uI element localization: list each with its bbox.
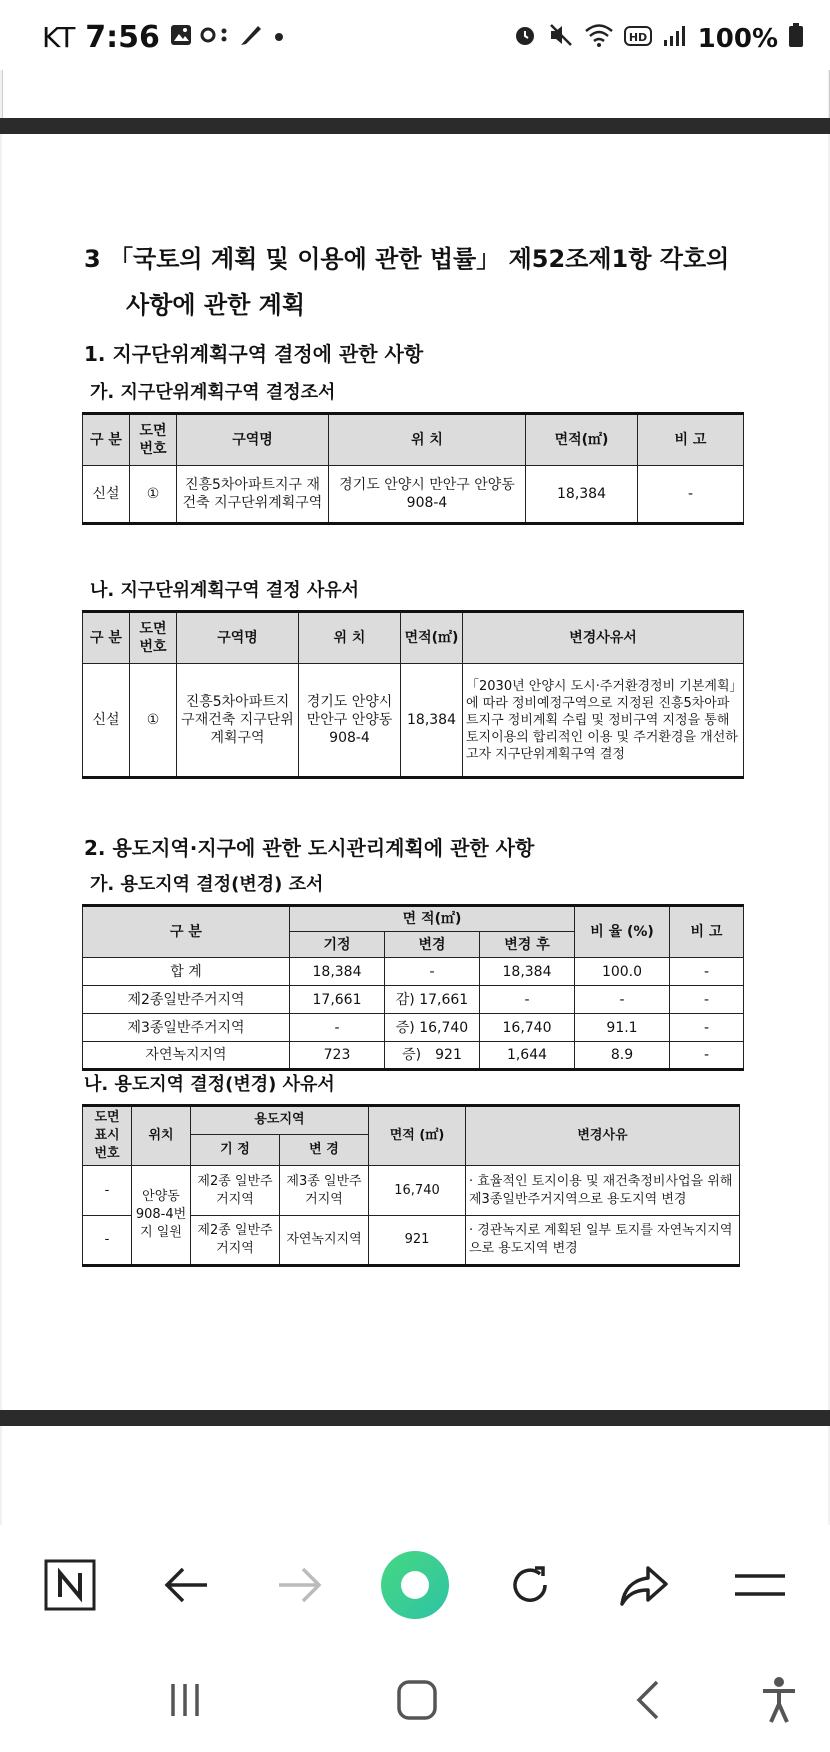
table-row: [83, 1042, 744, 1070]
cell: 1,644: [480, 1042, 575, 1070]
cell: -: [83, 1166, 132, 1216]
home-button[interactable]: [392, 1675, 442, 1725]
th-note: 비 고: [670, 906, 744, 958]
menu-button[interactable]: [730, 1555, 790, 1615]
page-divider: [0, 1410, 830, 1426]
section-title-line1: 3 「국토의 계획 및 이용에 관한 법률」 제52조제1항 각호의: [84, 245, 730, 273]
th-map-no: 도면 표시 번호: [83, 1106, 132, 1166]
refresh-button[interactable]: [500, 1555, 560, 1615]
browser-toolbar: [0, 1525, 830, 1645]
table-row: [83, 466, 744, 524]
cell: 18,384: [401, 664, 463, 778]
cell: 제2종 일반주거지역: [191, 1216, 280, 1266]
back-button[interactable]: [156, 1555, 216, 1615]
cell: -: [385, 958, 480, 986]
page-divider: [0, 118, 830, 134]
cell-reason: · 효율적인 토지이용 및 재건축정비사업을 위해 제3종일반주거지역으로 용도지역 변경: [466, 1166, 740, 1216]
section-title-line2: 사항에 관한 계획: [126, 291, 305, 319]
cell: 자연녹지지역: [280, 1216, 369, 1266]
mute-icon: [548, 22, 574, 55]
cell: 16,740: [369, 1166, 466, 1216]
cell: -: [83, 1216, 132, 1266]
cell: -: [670, 958, 744, 986]
zone-reason-table: [82, 610, 744, 779]
cell: -: [290, 1014, 385, 1042]
th-location: 위 치: [329, 414, 526, 466]
part1-heading: 1. 지구단위계획구역 결정에 관한 사항: [84, 342, 424, 366]
cell: 경기도 안양시 만안구 안양동 908-4: [329, 466, 526, 524]
gallery-icon: [170, 24, 192, 52]
th-change: 변경: [385, 932, 480, 958]
th-location: 위치: [132, 1106, 191, 1166]
feather-icon: [238, 22, 264, 54]
th-gubun: 구 분: [83, 612, 130, 664]
cell: 제3종 일반주거지역: [280, 1166, 369, 1216]
cell-location: 안양동 908-4번지 일원: [132, 1166, 191, 1266]
th-existing: 기정: [290, 932, 385, 958]
cell: 16,740: [480, 1014, 575, 1042]
cell: 진흥5차아파트지구 재건축 지구단위계획구역: [177, 466, 329, 524]
cell: 증) 16,740: [385, 1014, 480, 1042]
use-zone-table: [82, 904, 744, 1071]
carrier-label: KT: [42, 21, 76, 54]
th-reason: 변경사유: [466, 1106, 740, 1166]
th-existing: 기 정: [191, 1134, 280, 1165]
th-change: 변 경: [280, 1134, 369, 1165]
th-gubun: 구 분: [83, 414, 130, 466]
cell: -: [670, 1014, 744, 1042]
cell: 100.0: [575, 958, 670, 986]
cell-reason: 「2030년 안양시 도시·주거환경정비 기본계획」에 따라 정비예정구역으로 지정된 진흥5차아파트지구 정비계획 수립 및 정비구역 지정을 통해 토지이용의 합리적인 이용 및 주거환경을 개선하고자 지구단위계획구역 결정: [463, 664, 744, 778]
cell: 91.1: [575, 1014, 670, 1042]
th-location: 위 치: [299, 612, 401, 664]
table-row: [83, 1166, 740, 1216]
cell: 18,384: [480, 958, 575, 986]
th-area: 면적(㎡): [401, 612, 463, 664]
th-after: 변경 후: [480, 932, 575, 958]
part2-heading: 2. 용도지역·지구에 관한 도시관리계획에 관한 사항: [84, 836, 535, 860]
th-ratio: 비 율 (%): [575, 906, 670, 958]
system-back-button[interactable]: [624, 1675, 674, 1725]
cell: -: [638, 466, 744, 524]
th-map-no: 도면 번호: [130, 414, 177, 466]
cell-reason: · 경관녹지로 계획된 일부 토지를 자연녹지지역으로 용도지역 변경: [466, 1216, 740, 1266]
system-nav-bar: [0, 1645, 830, 1752]
table-row: [83, 1014, 744, 1042]
section-title: [84, 236, 729, 328]
dot-icon: [272, 25, 286, 50]
part1-table-a-heading: 가. 지구단위계획구역 결정조서: [90, 382, 336, 403]
part2-table-b-heading: 나. 용도지역 결정(변경) 사유서: [84, 1074, 335, 1095]
th-reason: 변경사유서: [463, 612, 744, 664]
th-zone-name: 구역명: [177, 612, 299, 664]
battery-percent: 100%: [697, 23, 778, 54]
th-area: 면적(㎡): [526, 414, 638, 466]
th-area: 면적 (㎡): [369, 1106, 466, 1166]
part2-table-a-heading: 가. 용도지역 결정(변경) 조서: [90, 874, 324, 895]
cell: 17,661: [290, 986, 385, 1014]
cell: 증) 921: [385, 1042, 480, 1070]
cell: -: [670, 1042, 744, 1070]
table-row: [83, 986, 744, 1014]
cell: -: [575, 986, 670, 1014]
cell: 감) 17,661: [385, 986, 480, 1014]
cell: -: [670, 986, 744, 1014]
battery-icon: [788, 22, 804, 55]
th-zone-name: 구역명: [177, 414, 329, 466]
svg-text:HD: HD: [628, 30, 647, 44]
cell: ①: [130, 466, 177, 524]
signal-icon: [662, 23, 688, 54]
cell: 신설: [83, 466, 130, 524]
document-viewer[interactable]: [0, 70, 830, 1525]
table-row: [83, 664, 744, 778]
cell: 18,384: [526, 466, 638, 524]
cell: 자연녹지지역: [83, 1042, 290, 1070]
share-button[interactable]: [614, 1555, 674, 1615]
cell: 18,384: [290, 958, 385, 986]
use-zone-reason-table: [82, 1104, 740, 1267]
cell: -: [480, 986, 575, 1014]
green-dot-button[interactable]: [380, 1550, 450, 1620]
table-row: [83, 958, 744, 986]
th-gubun: 구 분: [83, 906, 290, 958]
wifi-icon: [584, 22, 614, 55]
cell: 제3종일반주거지역: [83, 1014, 290, 1042]
cell: 신설: [83, 664, 130, 778]
naver-home-button[interactable]: [40, 1555, 100, 1615]
alarm-icon: [512, 22, 538, 55]
cell: ①: [130, 664, 177, 778]
recent-apps-button[interactable]: [160, 1675, 210, 1725]
zone-decision-table: [82, 412, 744, 525]
th-zone: 용도지역: [191, 1106, 369, 1135]
cell: 제2종일반주거지역: [83, 986, 290, 1014]
cell: 921: [369, 1216, 466, 1266]
cell: 8.9: [575, 1042, 670, 1070]
link-icon: [200, 25, 230, 51]
hd-icon: [624, 24, 652, 54]
cell: 경기도 안양시 만안구 안양동 908-4: [299, 664, 401, 778]
cell: 합 계: [83, 958, 290, 986]
cell: 723: [290, 1042, 385, 1070]
part1-table-b-heading: 나. 지구단위계획구역 결정 사유서: [90, 580, 360, 601]
cell: 진흥5차아파트지구재건축 지구단위계획구역: [177, 664, 299, 778]
th-map-no: 도면 번호: [130, 612, 177, 664]
cell: 제2종 일반주거지역: [191, 1166, 280, 1216]
clock: 7:56: [85, 20, 160, 55]
forward-button[interactable]: [270, 1555, 330, 1615]
th-area: 면 적(㎡): [290, 906, 575, 932]
accessibility-button[interactable]: [754, 1675, 804, 1725]
th-note: 비 고: [638, 414, 744, 466]
